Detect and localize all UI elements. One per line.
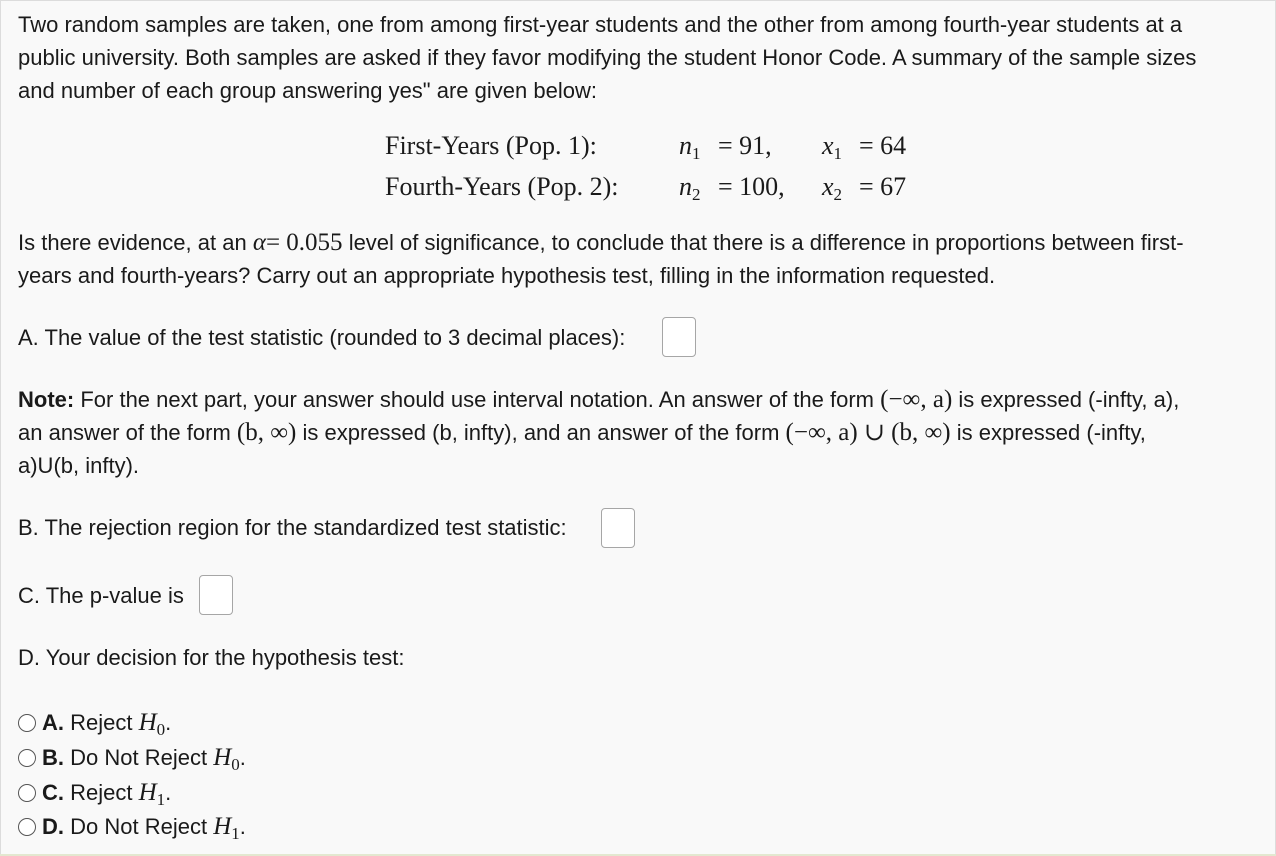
intro-line-2: public university. Both samples are asked if they favor modifying the student Honor Code. A summary of the sample sizes	[18, 45, 1197, 70]
row-label: First-Years (Pop. 1):	[385, 131, 597, 160]
note-line-3: a)U(b, infty).	[18, 453, 140, 478]
radio-button-icon[interactable]	[18, 784, 36, 802]
rejection-region-input[interactable]	[601, 508, 635, 548]
intro-line-1: Two random samples are taken, one from among first-year students and the other from among fourth-year students at a	[18, 12, 1183, 37]
part-d-label: D. Your decision for the hypothesis test:	[18, 645, 405, 670]
note-line-1: Note: For the next part, your answer should use interval notation. An answer of the form (−∞, a) is expressed (-infty, a),	[18, 386, 1180, 413]
radio-button-icon[interactable]	[18, 714, 36, 732]
question-line-2: years and fourth-years? Carry out an appropriate hypothesis test, filling in the information requested.	[18, 263, 996, 288]
option-c[interactable]: C. Reject $H_1$.	[18, 780, 171, 808]
test-statistic-input[interactable]	[662, 317, 696, 357]
row-label: Fourth-Years (Pop. 2):	[385, 172, 619, 201]
note-label: Note:	[18, 387, 75, 412]
part-a-label: A. The value of the test statistic (rounded to 3 decimal places):	[18, 325, 626, 350]
radio-button-icon[interactable]	[18, 818, 36, 836]
part-b-label: B. The rejection region for the standardized test statistic:	[18, 515, 567, 540]
part-c-label: C. The p-value is	[18, 583, 184, 608]
alpha-symbol: α	[252, 229, 266, 256]
question-line-1: Is there evidence, at an α= 0.055 level of significance, to conclude that there is a difference in proportions between first-	[18, 229, 1184, 256]
option-d[interactable]: D. Do Not Reject $H_1$.	[18, 814, 246, 842]
radio-button-icon[interactable]	[18, 749, 36, 767]
table-row-fourth-years: Fourth-Years (Pop. 2): n2 = 100, x2 = 67	[385, 172, 907, 204]
table-row-first-years: First-Years (Pop. 1): n1 = 91, x1 = 64	[385, 131, 907, 163]
intro-line-3: and number of each group answering yes" are given below:	[18, 78, 597, 103]
option-b[interactable]: B. Do Not Reject $H_0$.	[18, 745, 246, 773]
p-value-input[interactable]	[199, 575, 233, 615]
option-a[interactable]: A. Reject $H_0$.	[18, 710, 171, 738]
note-line-2: an answer of the form (b, ∞) is expressed (b, infty), and an answer of the form (−∞, a) ∪ (b, ∞) is expressed (-infty,	[18, 419, 1146, 446]
